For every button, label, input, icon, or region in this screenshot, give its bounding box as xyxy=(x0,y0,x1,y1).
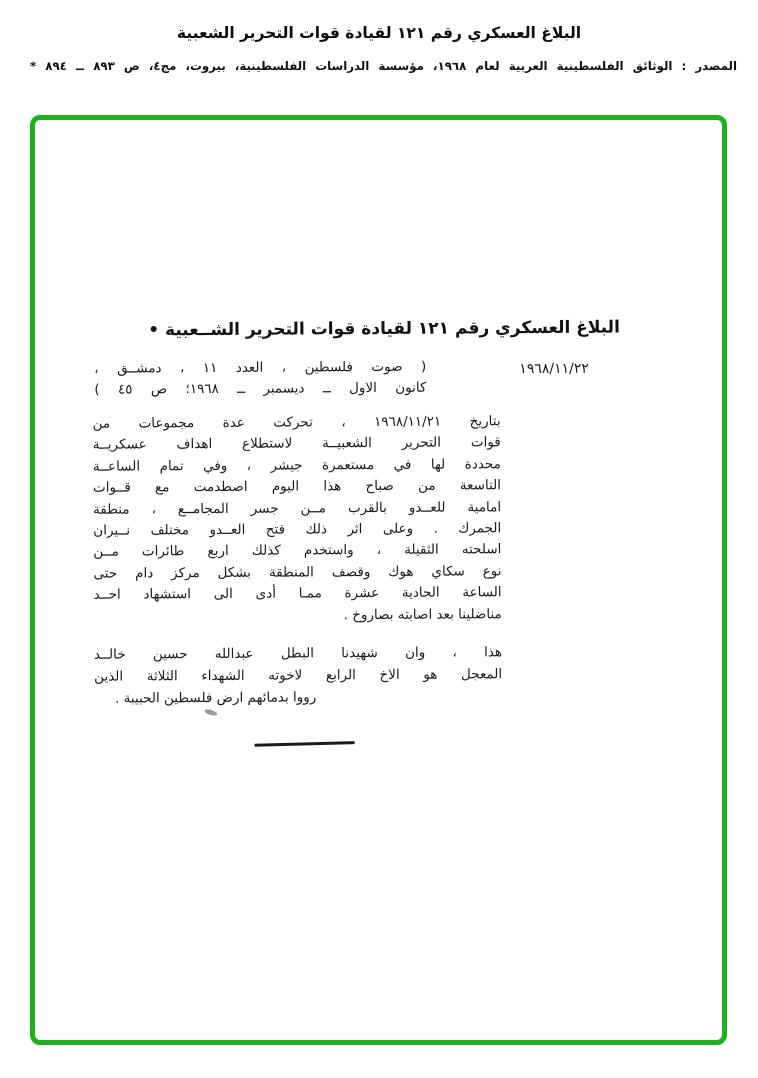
body-line: امامية للعــدو بالقرب مــن جسر المجامــع ، منطقة xyxy=(93,498,502,518)
body-line: الجمرك . وعلى اثر ذلك فتح العــدو مختلف نــيران xyxy=(93,520,502,539)
citation-line: كانون الاول ــ ديسمبر ــ ١٩٦٨؛ ص ٤٥ ) xyxy=(94,379,427,398)
body-line: محددة لها في مستعمرة جيشر ، وفي تمام الساعــة xyxy=(92,456,501,475)
citation-block xyxy=(94,357,426,401)
body-line: رووا بدمائهم ارض فلسطين الحبيبة . xyxy=(114,688,317,707)
body-line: هذا ، وان شهيدنا البطل عبدالله حسين خالــد xyxy=(93,644,503,663)
communique-date: ١٩٦٨/١١/٢٢ xyxy=(519,360,589,378)
body-line: اسلحته الثقيلة ، واستخدم كذلك اربع طائرات مــن xyxy=(93,541,502,561)
citation-line: ( صوت فلسطين ، العدد ١١ ، دمشــق ، xyxy=(94,358,427,377)
document-frame xyxy=(30,115,727,1045)
body-paragraph-1 xyxy=(93,411,502,628)
scanned-document xyxy=(33,118,726,1042)
communique-title: البلاغ العسكري رقم ١٢١ لقيادة قوات التحرير الشــعبية • xyxy=(148,317,620,341)
page-title: البلاغ العسكري رقم ١٢١ لقيادة قوات التحرير الشعبية xyxy=(176,24,582,42)
body-line: التاسعة من صباح هذا اليوم اصطدمت مع قــوات xyxy=(92,477,502,496)
body-line: قوات التحرير الشعبيــة لاستطلاع اهداف عسكريــة xyxy=(92,434,501,454)
body-line: نوع سكاي هوك وقصف المنطقة بشكل مركز دام حتى xyxy=(93,563,502,582)
body-line: الساعة الحادية عشرة ممـا أدى الى استشهاد احــد xyxy=(93,584,502,603)
separator-line xyxy=(255,741,355,746)
body-line: مناضلينا بعد اصابته بصاروخ . xyxy=(343,605,502,623)
body-paragraph-2 xyxy=(94,642,502,710)
body-line: المعجل هو الاخ الرابع لاخوته الشهداء الثلاثة الذين xyxy=(94,666,503,685)
source-line: المصدر : الوثائق الفلسطينية العربية لعام ١٩٦٨، مؤسسة الدراسات الفلسطينية، بيروت، مج٤، ص ٨٩٣ ــ ٨٩٤ * xyxy=(30,59,737,73)
ink-smudge xyxy=(204,708,218,717)
body-line: بتاريخ ١٩٦٨/١١/٢١ ، تحركت عدة مجموعات من xyxy=(92,413,501,432)
